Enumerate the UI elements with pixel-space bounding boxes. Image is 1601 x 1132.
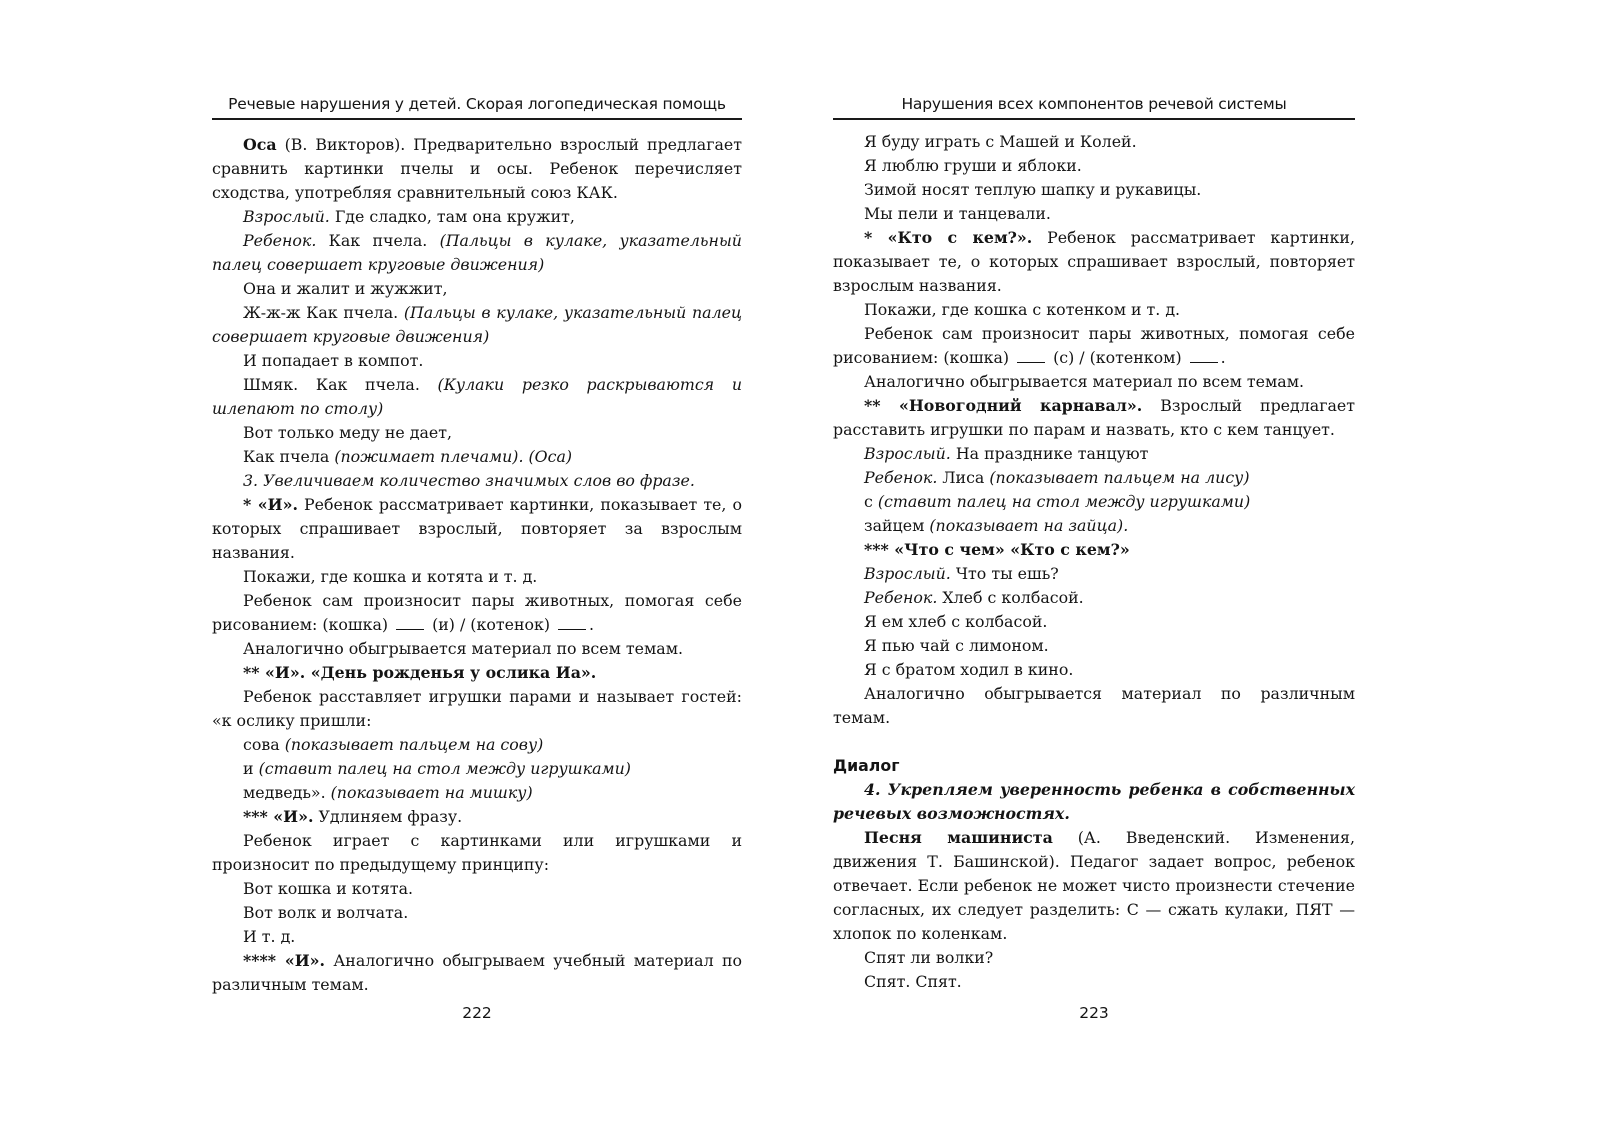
header-rule [833, 118, 1355, 120]
paragraph: Оса (В. Викторов). Предварительно взрослый предлагает сравнить картинки пчелы и осы. Ребенок перечисляет сходства, употребляя сравнительный союз КАК. [212, 135, 742, 202]
paragraph: Аналогично обыгрывается материал по всем темам. [243, 639, 684, 658]
dialogue-line: Ребенок. Хлеб с колбасой. [864, 588, 1084, 607]
paragraph: Покажи, где кошка и котята и т. д. [243, 567, 538, 586]
poem-line: Спят. Спят. [864, 972, 962, 991]
example-sentence: Я ем хлеб с колбасой. [864, 612, 1048, 631]
example-sentence: Я буду играть с Машей и Колей. [864, 132, 1137, 151]
dialogue-line: Взрослый. Что ты ешь? [864, 564, 1059, 583]
example-sentence: Я пью чай с лимоном. [864, 636, 1049, 655]
poem-line: сова (показывает пальцем на сову) [243, 735, 544, 754]
exercise-heading: ** «И». «День рожденья у ослика Иа». [243, 663, 597, 682]
dialogue-line: Взрослый. Где сладко, там она кружит, [243, 207, 575, 226]
poem-line: Ж-ж-ж Как пчела. (Пальцы в кулаке, указательный палец совершает круговые движения) [212, 303, 742, 346]
poem-line: Спят ли волки? [864, 948, 994, 967]
section-gap [833, 730, 1355, 754]
example-sentence: Мы пели и танцевали. [864, 204, 1051, 223]
poem-line: Вот волк и волчата. [243, 903, 409, 922]
running-head: Нарушения всех компонентов речевой системы [901, 95, 1287, 113]
exercise-heading: *** «Что с чем» «Кто с кем?» [864, 540, 1130, 559]
fill-blank [1190, 361, 1218, 363]
paragraph: Ребенок расставляет игрушки парами и называет гостей: «к ослику пришли: [212, 687, 742, 730]
dialogue-line: Ребенок. Как пчела. (Пальцы в кулаке, указательный палец совершает круговые движения) [212, 231, 742, 274]
example-sentence: Я с братом ходил в кино. [864, 660, 1074, 679]
dialogue-line: Ребенок. Лиса (показывает пальцем на лису) [864, 468, 1250, 487]
poem-line: Шмяк. Как пчела. (Кулаки резко раскрываются и шлепают по столу) [212, 375, 742, 418]
running-head: Речевые нарушения у детей. Скорая логопедическая помощь [228, 95, 726, 113]
example-sentence: Зимой носят теплую шапку и рукавицы. [864, 180, 1202, 199]
paragraph: Аналогично обыгрывается материал по различным темам. [833, 684, 1355, 727]
fill-blank [1017, 361, 1045, 363]
paragraph: *** «И». Удлиняем фразу. [243, 807, 463, 826]
paragraph: Ребенок сам произносит пары животных, помогая себе рисованием: (кошка) (и) / (котенок) . [212, 591, 742, 634]
dialogue-line: Взрослый. На празднике танцуют [864, 444, 1149, 463]
poem-title: Оса [243, 135, 277, 154]
paragraph: Песня машиниста (А. Введенский. Изменения, движения Т. Башинской). Педагог задает вопрос, ребенок отвечает. Если ребенок не может чисто произнести стечение согласных, их следует разделить: С — сжать кулаки, ПЯТ — хлопок по коленкам. [833, 828, 1355, 943]
paragraph: ** «Новогодний карнавал». Взрослый предлагает расставить игрушки по парам и назвать, кто с кем танцует. [833, 396, 1355, 439]
paragraph: Ребенок играет с картинками или игрушками и произносит по предыдущему принципу: [212, 831, 742, 874]
poem-line: И т. д. [243, 927, 296, 946]
task-heading: 3. Увеличиваем количество значимых слов во фразе. [243, 471, 695, 490]
fill-blank [558, 628, 586, 630]
poem-line: Вот только меду не дает, [243, 423, 453, 442]
page-number: 223 [1079, 1004, 1109, 1022]
poem-line: Она и жалит и жужжит, [243, 279, 448, 298]
fill-blank [396, 628, 424, 630]
paragraph: Ребенок сам произносит пары животных, помогая себе рисованием: (кошка) (с) / (котенком) . [833, 324, 1355, 367]
task-heading: 4. Укрепляем уверенность ребенка в собственных речевых возможностях. [833, 780, 1355, 823]
header-rule [212, 118, 742, 120]
paragraph: Аналогично обыгрывается материал по всем темам. [864, 372, 1305, 391]
poem-line: медведь». (показывает на мишку) [243, 783, 533, 802]
page-body [833, 130, 1355, 994]
poem-line: и (ставит палец на стол между игрушками) [243, 759, 631, 778]
dialogue-line: зайцем (показывает на зайца). [864, 516, 1129, 535]
poem-line: Как пчела (пожимает плечами). (Оса) [243, 447, 573, 466]
paragraph: * «И». Ребенок рассматривает картинки, показывает те, о которых спрашивает взрослый, повторяет за взрослым названия. [212, 495, 742, 562]
section-title: Диалог [833, 756, 900, 775]
poem-line: И попадает в компот. [243, 351, 424, 370]
page-body [212, 133, 742, 997]
paragraph: Покажи, где кошка с котенком и т. д. [864, 300, 1181, 319]
page-number: 222 [462, 1004, 492, 1022]
dialogue-line: с (ставит палец на стол между игрушками) [864, 492, 1251, 511]
example-sentence: Я люблю груши и яблоки. [864, 156, 1082, 175]
paragraph: * «Кто с кем?». Ребенок рассматривает картинки, показывает те, о которых спрашивает взрослый, повторяет взрослым названия. [833, 228, 1355, 295]
poem-line: Вот кошка и котята. [243, 879, 414, 898]
paragraph: **** «И». Аналогично обыгрываем учебный материал по различным темам. [212, 951, 742, 994]
